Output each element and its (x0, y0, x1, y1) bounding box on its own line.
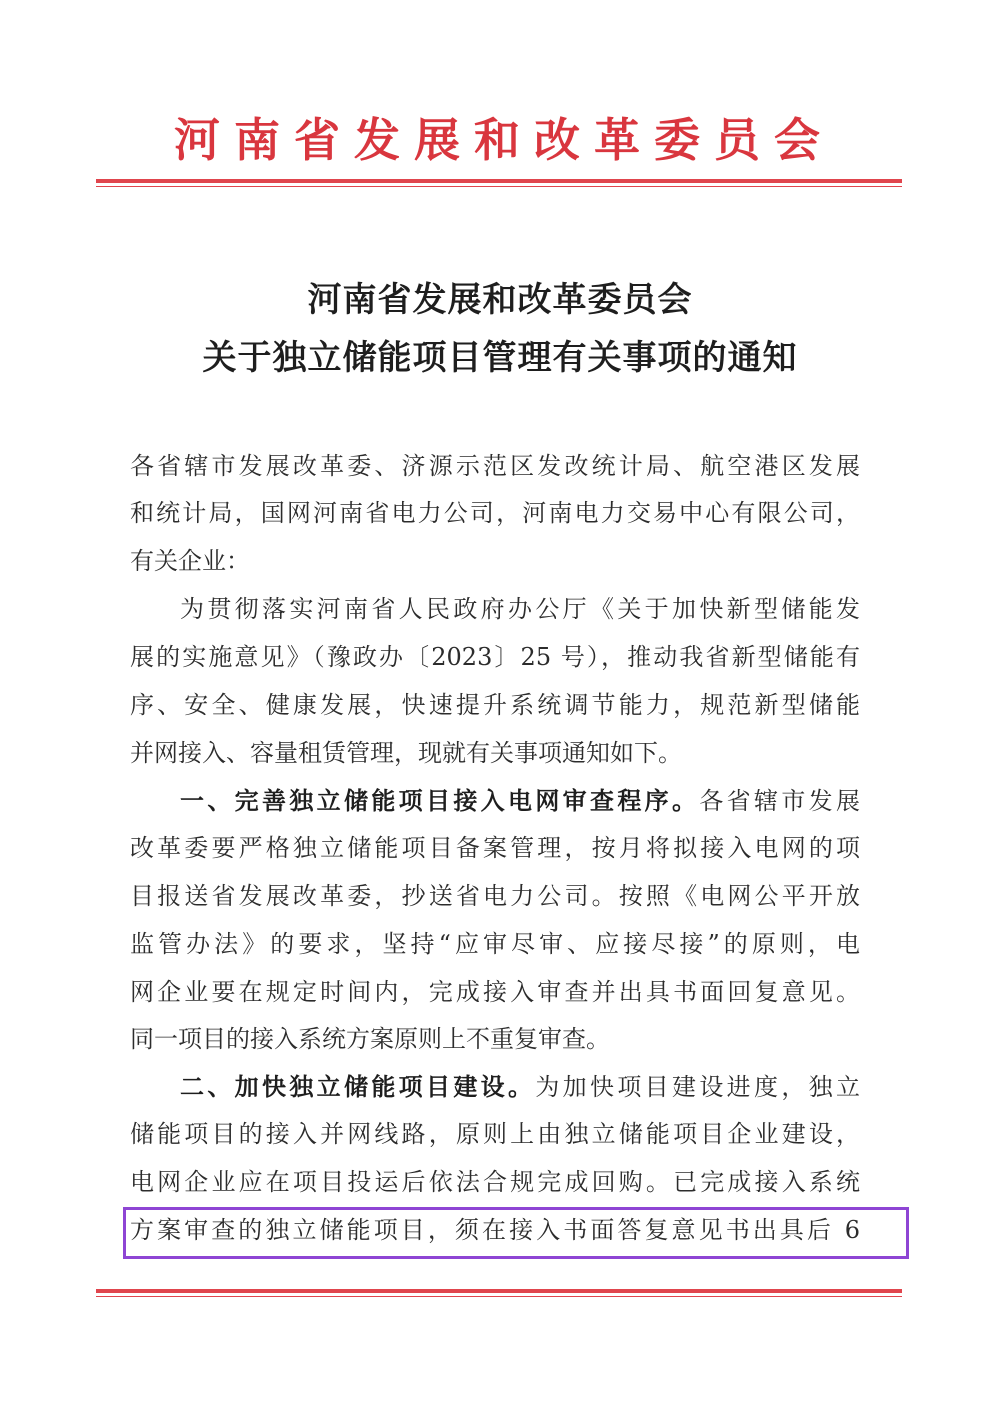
section-2-first-text: 为加快项目建设进度，独立 (535, 1073, 861, 1101)
paragraph-line: 序、安全、健康发展，快速提升系统调节能力，规范新型储能 (130, 691, 860, 719)
paragraph-line: 网企业要在规定时间内，完成接入审查并出具书面回复意见。 (130, 978, 860, 1006)
footer-red-rule (96, 1289, 902, 1297)
paragraph-line: 展的实施意见》（豫政办〔2023〕25 号），推动我省新型储能有 (130, 643, 860, 671)
paragraph-line: 改革委要严格独立储能项目备案管理，按月将拟接入电网的项 (130, 834, 860, 862)
addressee-line: 和统计局，国网河南省电力公司，河南电力交易中心有限公司， (130, 499, 860, 527)
section-1-first-text: 各省辖市发展 (699, 787, 861, 815)
paragraph-line: 电网企业应在项目投运后依法合规完成回购。已完成接入系统 (130, 1168, 860, 1196)
paragraph-line: 目报送省发展改革委，抄送省电力公司。按照《电网公平开放 (130, 882, 860, 910)
paragraph-line: 为贯彻落实河南省人民政府办公厅《关于加快新型储能发 (180, 595, 860, 623)
document-title-line-1: 河南省发展和改革委员会 (307, 280, 693, 320)
highlight-box (123, 1207, 909, 1259)
paragraph-line: 储能项目的接入并网线路，原则上由独立储能项目企业建设， (130, 1120, 860, 1148)
addressee-line: 有关企业： (130, 547, 250, 575)
masthead: 河南省发展和改革委员会 (174, 113, 834, 167)
paragraph-line: 监管办法》的要求，坚持“应审尽审、应接尽接”的原则，电 (130, 930, 860, 958)
document-title-line-2: 关于独立储能项目管理有关事项的通知 (202, 338, 798, 378)
section-1-heading: 一、完善独立储能项目接入电网审查程序。 (180, 787, 700, 815)
section-1-first-line (180, 784, 860, 818)
masthead-red-rule (96, 179, 902, 187)
paragraph-line: 并网接入、容量租赁管理，现就有关事项通知如下。 (130, 739, 682, 767)
paragraph-line: 同一项目的接入系统方案原则上不重复审查。 (130, 1025, 610, 1053)
addressee-line: 各省辖市发展改革委、济源示范区发改统计局、航空港区发展 (130, 452, 860, 480)
section-2-heading: 二、加快独立储能项目建设。 (180, 1073, 536, 1101)
section-2-first-line (180, 1070, 860, 1104)
highlighted-paragraph-line: 方案审查的独立储能项目，须在接入书面答复意见书出具后 6 (130, 1216, 860, 1244)
